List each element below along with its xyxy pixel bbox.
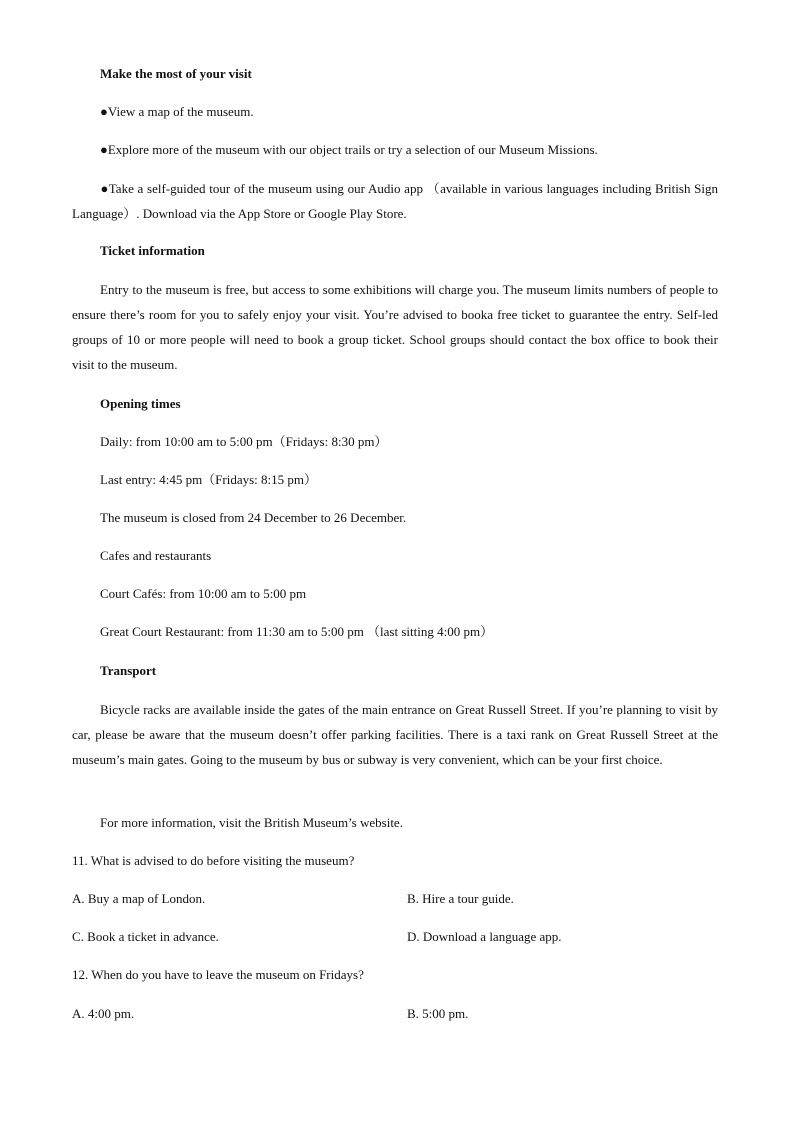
visit-bullet-trails: ●Explore more of the museum with our object trails or try a selection of our Museum Missions. <box>100 142 598 157</box>
ticket-paragraph-text: Entry to the museum is free, but access to some exhibitions will charge you. The museum limits numbers of people to ensure there’s room for you to safely enjoy your visit. You’re advised to booka free ticket to guarantee the entry. Self-led groups of 10 or more people will need to book a group ticket. School groups should contact the box office to book their visit to the museum. <box>72 282 718 372</box>
opening-closed: The museum is closed from 24 December to 26 December. <box>100 510 407 525</box>
visit-bullet-audio-text: ●Take a self-guided tour of the museum using our Audio app （available in various languages including British Sign Language）. Download via the App Store or Google Play Store. <box>72 181 718 221</box>
visit-heading: Make the most of your visit <box>100 66 252 81</box>
ticket-paragraph <box>72 277 718 377</box>
opening-heading: Opening times <box>100 396 181 411</box>
question-11-option-b: B. Hire a tour guide. <box>407 891 514 906</box>
transport-heading: Transport <box>100 663 157 678</box>
opening-daily: Daily: from 10:00 am to 5:00 pm（Fridays: 8:30 pm） <box>100 434 388 449</box>
question-12-option-b: B. 5:00 pm. <box>407 1006 469 1021</box>
court-cafes-hours: Court Cafés: from 10:00 am to 5:00 pm <box>100 586 307 601</box>
question-12-option-a: A. 4:00 pm. <box>72 1006 135 1021</box>
ticket-heading: Ticket information <box>100 243 205 258</box>
visit-bullet-map: ●View a map of the museum. <box>100 104 254 119</box>
cafes-heading: Cafes and restaurants <box>100 548 212 563</box>
question-11-stem: 11. What is advised to do before visiting the museum? <box>72 853 355 868</box>
question-11-option-d: D. Download a language app. <box>407 929 562 944</box>
question-12-stem: 12. When do you have to leave the museum on Fridays? <box>72 967 364 982</box>
transport-paragraph <box>72 697 718 772</box>
opening-last-entry: Last entry: 4:45 pm（Fridays: 8:15 pm） <box>100 472 318 487</box>
visit-bullet-audio <box>72 176 718 226</box>
more-info: For more information, visit the British Museum’s website. <box>100 815 403 830</box>
restaurant-hours: Great Court Restaurant: from 11:30 am to 5:00 pm （last sitting 4:00 pm） <box>100 624 494 639</box>
question-11-option-a: A. Buy a map of London. <box>72 891 206 906</box>
question-11-option-c: C. Book a ticket in advance. <box>72 929 219 944</box>
transport-paragraph-text: Bicycle racks are available inside the gates of the main entrance on Great Russell Street. If you’re planning to visit by car, please be aware that the museum doesn’t offer parking facilities. There is a taxi rank on Great Russell Street at the museum’s main gates. Going to the museum by bus or subway is very convenient, which can be your first choice. <box>72 702 718 767</box>
